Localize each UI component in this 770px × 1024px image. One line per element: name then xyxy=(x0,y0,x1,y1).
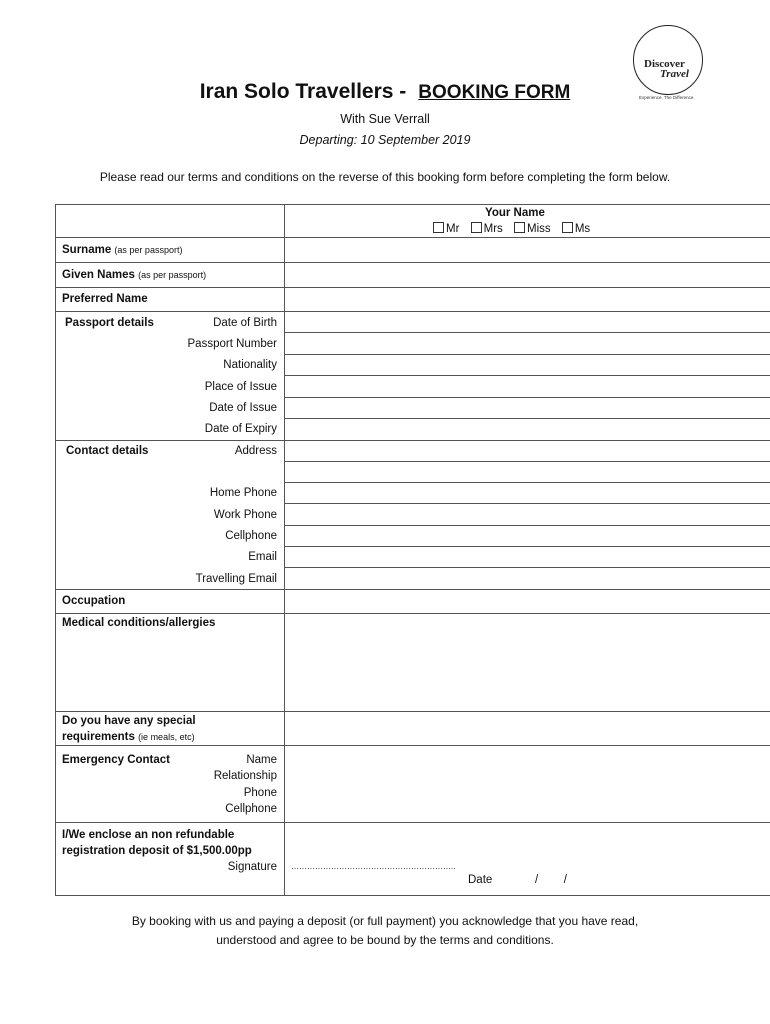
signature-label: Signature xyxy=(227,861,277,873)
cellphone-label: Cellphone xyxy=(225,530,277,542)
emergency-name-label: Name xyxy=(246,754,277,766)
emergency-cellphone-label: Cellphone xyxy=(225,803,277,815)
row-divider xyxy=(55,745,770,746)
option-miss: Miss xyxy=(527,223,551,235)
travelling-email-label: Travelling Email xyxy=(195,573,277,585)
row-divider xyxy=(55,440,770,441)
preferred-name-label: Preferred Name xyxy=(62,293,148,305)
column-divider xyxy=(284,204,285,896)
date-of-expiry-label: Date of Expiry xyxy=(204,423,277,435)
occupation-label: Occupation xyxy=(62,595,126,607)
checkbox-mrs[interactable] xyxy=(471,222,482,233)
field-divider xyxy=(284,567,770,568)
emergency-relationship-label: Relationship xyxy=(213,770,277,782)
field-divider xyxy=(284,503,770,504)
date-slashes[interactable]: / / xyxy=(535,874,567,886)
passport-number-label: Passport Number xyxy=(187,338,277,350)
date-of-issue-label: Date of Issue xyxy=(209,402,277,414)
departure-date: Departing: 10 September 2019 xyxy=(299,133,471,147)
home-phone-label: Home Phone xyxy=(209,487,277,499)
logo-text-discover: Discover xyxy=(644,58,685,70)
field-divider xyxy=(284,418,770,419)
intro-text: Please read our terms and conditions on the reverse of this booking form before completing the form below. xyxy=(99,170,671,184)
email-label: Email xyxy=(248,551,277,563)
your-name-label: Your Name xyxy=(485,207,545,219)
deposit-label-1: I/We enclose an non refundable xyxy=(62,829,235,841)
special-requirements-label-2: requirements (ie meals, etc) xyxy=(62,731,195,743)
title-booking-form: BOOKING FORM xyxy=(418,82,571,103)
work-phone-label: Work Phone xyxy=(213,509,277,521)
given-names-label: Given Names (as per passport) xyxy=(62,269,207,281)
row-divider xyxy=(55,287,770,288)
emergency-phone-label: Phone xyxy=(243,787,277,799)
date-label: Date xyxy=(468,874,493,886)
option-mr: Mr xyxy=(446,223,460,235)
row-divider xyxy=(55,237,770,238)
row-divider xyxy=(55,262,770,263)
field-divider xyxy=(284,397,770,398)
option-ms: Ms xyxy=(574,223,591,235)
row-divider xyxy=(55,822,770,823)
option-mrs: Mrs xyxy=(483,223,503,235)
signature-line[interactable]: …………………………………………………….. xyxy=(291,862,456,871)
field-divider xyxy=(284,461,770,462)
footer-line-1: By booking with us and paying a deposit (or full payment) you acknowledge that you have read, xyxy=(131,914,639,928)
address-label: Address xyxy=(234,445,277,457)
field-divider xyxy=(284,332,770,333)
logo-tagline: Experience. The Difference. xyxy=(639,95,695,100)
row-divider xyxy=(55,613,770,614)
field-divider xyxy=(284,375,770,376)
row-divider xyxy=(55,311,770,312)
deposit-label-2: registration deposit of $1,500.00pp xyxy=(62,845,252,857)
checkbox-ms[interactable] xyxy=(562,222,573,233)
checkbox-miss[interactable] xyxy=(514,222,525,233)
field-divider xyxy=(284,525,770,526)
field-divider xyxy=(284,546,770,547)
title-options xyxy=(425,222,590,236)
date-of-birth-label: Date of Birth xyxy=(213,317,277,329)
field-divider xyxy=(284,354,770,355)
logo-text-travel: Travel xyxy=(660,68,689,80)
special-requirements-label-1: Do you have any special xyxy=(62,715,196,727)
nationality-label: Nationality xyxy=(223,359,277,371)
place-of-issue-label: Place of Issue xyxy=(204,381,277,393)
footer-line-2: understood and agree to be bound by the terms and conditions. xyxy=(216,933,554,947)
terms-acknowledgement xyxy=(0,912,770,950)
checkbox-mr[interactable] xyxy=(433,222,444,233)
passport-details-label: Passport details xyxy=(65,317,154,329)
row-divider xyxy=(55,711,770,712)
field-divider xyxy=(284,482,770,483)
page-title xyxy=(0,80,770,104)
medical-label: Medical conditions/allergies xyxy=(62,617,216,629)
surname-label: Surname (as per passport) xyxy=(62,244,183,256)
booking-form-table xyxy=(55,204,770,896)
emergency-contact-label: Emergency Contact xyxy=(62,754,171,766)
host-line: With Sue Verrall xyxy=(340,112,430,126)
title-main: Iran Solo Travellers - xyxy=(199,80,407,103)
row-divider xyxy=(55,589,770,590)
contact-details-label: Contact details xyxy=(66,445,149,457)
